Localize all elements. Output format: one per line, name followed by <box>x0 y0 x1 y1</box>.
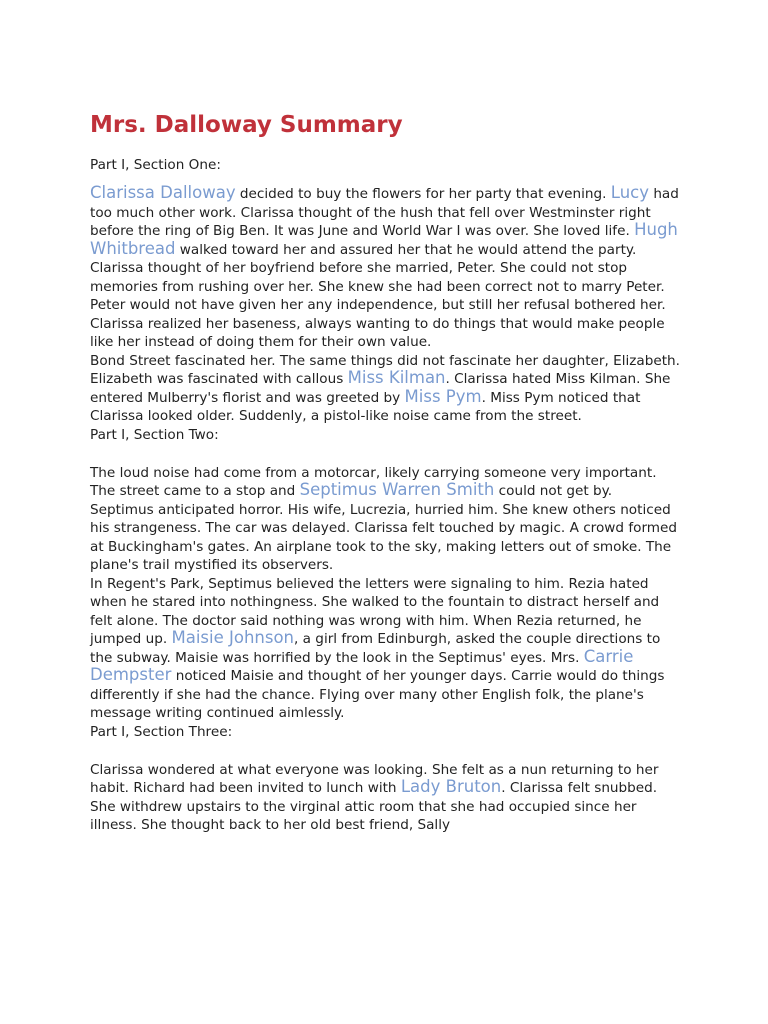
text-run: . Miss Pym noticed that Clarissa looked older. Suddenly, a pistol-like noise came from the street. <box>90 389 641 424</box>
link-lucy[interactable]: Lucy <box>610 183 649 202</box>
link-maisie-johnson[interactable]: Maisie Johnson <box>171 628 295 647</box>
link-septimus-warren-smith[interactable]: Septimus Warren Smith <box>299 480 495 499</box>
spacer <box>90 445 680 464</box>
section-one-heading: Part I, Section One: <box>90 157 221 173</box>
link-hugh-whitbread[interactable]: Hugh Whitbread <box>90 220 678 258</box>
text-run: noticed Maisie and thought of her younger days. Carrie would do things differently if she had the chance. Flying over many other English folk, the plane's message writing continued aimlessly. <box>90 668 665 721</box>
document-title: Mrs. Dalloway Summary <box>90 112 403 138</box>
text-run: walked toward her and assured her that he would attend the party. Clarissa thought of her boyfriend before she married, Peter. She could not stop memories from rushing over her. She knew she had been correct not to marry Peter. Peter would not have given her any independence, but still her refusal bothered her. Clarissa realized her baseness, always wanting to do things that would make people like her instead of doing them for their own value. <box>90 241 666 350</box>
spacer <box>90 742 680 761</box>
section-two-heading: Part I, Section Two: <box>90 426 219 443</box>
text-run: Clarissa wondered at what everyone was looking. She felt as a nun returning to her habit. Richard had been invited to lunch with <box>90 761 659 796</box>
text-run: could not get by. Septimus anticipated horror. His wife, Lucrezia, hurried him. She knew others noticed his strangeness. The car was delayed. Clarissa felt touched by magic. A crowd formed at Buckingham's gates. An airplane took to the sky, making letters out of smoke. The plane's trail mystified its observers. <box>90 483 678 573</box>
section-one-paragraph-2 <box>90 352 680 426</box>
link-carrie-dempster[interactable]: Carrie Dempster <box>90 646 634 684</box>
text-run: . Clarissa felt snubbed. She withdrew upstairs to the virginal attic room that she had occupied since her illness. She thought back to her old best friend, Sally <box>90 780 658 833</box>
link-miss-pym[interactable]: Miss Pym <box>404 386 482 406</box>
link-lady-bruton[interactable]: Lady Bruton <box>400 777 502 796</box>
text-run: . Clarissa hated Miss Kilman. She entered Mulberry's florist and was greeted by <box>90 371 671 406</box>
text-run: The loud noise had come from a motorcar, likely carrying someone very important. The street came to a stop and <box>90 464 657 499</box>
section-two-paragraph-1 <box>90 464 680 575</box>
section-three-paragraph-1 <box>90 761 680 835</box>
link-clarissa-dalloway[interactable]: Clarissa Dalloway <box>90 183 236 202</box>
text-run: had too much other work. Clarissa thought of the hush that fell over Westminster right before the ring of Big Ben. It was June and World War I was over. She loved life. <box>90 186 679 239</box>
link-miss-kilman[interactable]: Miss Kilman <box>347 368 446 387</box>
text-run: decided to buy the flowers for her party that evening. <box>235 186 611 202</box>
document-page <box>90 108 680 835</box>
section-two-paragraph-2 <box>90 575 680 723</box>
text-run: Bond Street fascinated her. The same things did not fascinate her daughter, Elizabeth. Elizabeth was fascinated with callous <box>90 352 680 387</box>
section-one-paragraph-1 <box>90 185 680 352</box>
text-run: , a girl from Edinburgh, asked the couple directions to the subway. Maisie was horrified by the look in the Septimus' eyes. Mrs. <box>90 631 661 666</box>
text-run: In Regent's Park, Septimus believed the letters were signaling to him. Rezia hated when he stared into nothingness. She walked to the fountain to distract herself and felt alone. The doctor said nothing was wrong with him. When Rezia returned, he jumped up. <box>90 575 660 647</box>
section-three-heading: Part I, Section Three: <box>90 723 233 740</box>
